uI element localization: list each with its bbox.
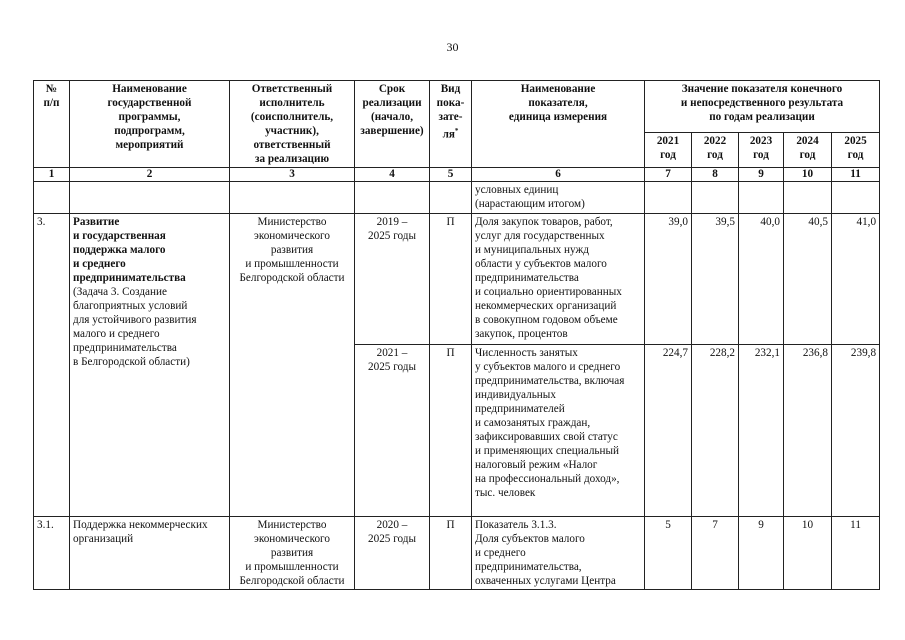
header-term: Срок реализации (начало, завершение) xyxy=(355,81,430,168)
row-3-1-number: 3.1. xyxy=(34,517,70,590)
empty-cell xyxy=(832,182,880,214)
row-3-term-1: 2019 – 2025 годы xyxy=(355,214,430,345)
header-year-2023: 2023 год xyxy=(739,132,784,168)
header-executor: Ответственный исполнитель (соисполнитель, участник), ответственный за реализацию xyxy=(230,81,355,168)
empty-cell xyxy=(784,182,832,214)
row-3-indicator-1-2023: 40,0 xyxy=(739,214,784,345)
empty-cell xyxy=(355,182,430,214)
col-number: 11 xyxy=(832,168,880,182)
row-3-indicator-2-2025: 239,8 xyxy=(832,345,880,517)
col-number: 6 xyxy=(472,168,645,182)
continuation-indicator: условных единиц (нарастающим итогом) xyxy=(472,182,645,214)
col-number: 8 xyxy=(692,168,739,182)
empty-cell xyxy=(430,182,472,214)
row-3-indicator-2-2023: 232,1 xyxy=(739,345,784,517)
col-number: 10 xyxy=(784,168,832,182)
col-number: 9 xyxy=(739,168,784,182)
row-3-indicator-2-2024: 236,8 xyxy=(784,345,832,517)
row-3-term-2: 2021 – 2025 годы xyxy=(355,345,430,517)
row-3-type-1: П xyxy=(430,214,472,345)
header-indicator-name: Наименование показателя, единица измерения xyxy=(472,81,645,168)
col-number: 4 xyxy=(355,168,430,182)
row-3-indicator-1 xyxy=(34,214,880,345)
row-3-1-indicator-name: Показатель 3.1.3. Доля субъектов малого и среднего предпринимательства, охваченных услугами Центра xyxy=(472,517,645,590)
row-3-type-2: П xyxy=(430,345,472,517)
row-3-1-term: 2020 – 2025 годы xyxy=(355,517,430,590)
col-number: 1 xyxy=(34,168,70,182)
row-3-number: 3. xyxy=(34,214,70,517)
header-indicator-type xyxy=(430,81,472,168)
header-values-group: Значение показателя конечного и непосредственного результата по годам реализации xyxy=(645,81,880,133)
row-3-1-type: П xyxy=(430,517,472,590)
row-3-indicator-1-2025: 41,0 xyxy=(832,214,880,345)
row-3-executor: Министерство экономического развития и промышленности Белгородской области xyxy=(230,214,355,517)
row-3-1-value-2025: 11 xyxy=(832,517,880,590)
col-number: 5 xyxy=(430,168,472,182)
empty-cell xyxy=(230,182,355,214)
header-year-2021: 2021 год xyxy=(645,132,692,168)
col-number: 2 xyxy=(70,168,230,182)
empty-cell xyxy=(692,182,739,214)
row-3-name-bold: Развитие и государственная поддержка малого и среднего предпринимательства xyxy=(73,216,186,284)
row-3-indicator-2-2021: 224,7 xyxy=(645,345,692,517)
empty-cell xyxy=(739,182,784,214)
row-3-1-executor: Министерство экономического развития и промышленности Белгородской области xyxy=(230,517,355,590)
row-3-indicator-1-2021: 39,0 xyxy=(645,214,692,345)
row-3-1 xyxy=(34,517,880,590)
header-row xyxy=(34,81,880,133)
header-year-2024: 2024 год xyxy=(784,132,832,168)
header-year-2022: 2022 год xyxy=(692,132,739,168)
header-year-2025: 2025 год xyxy=(832,132,880,168)
row-3-1-value-2024: 10 xyxy=(784,517,832,590)
header-indicator-type-text: Вид пока- зате- ля xyxy=(436,83,465,141)
row-3-name-task: (Задача 3. Создание благоприятных условий для устойчивого развития малого и среднего предпринимательства в Белгородской области) xyxy=(73,286,197,368)
col-number: 3 xyxy=(230,168,355,182)
col-number: 7 xyxy=(645,168,692,182)
header-num: № п/п xyxy=(34,81,70,168)
empty-cell xyxy=(70,182,230,214)
row-3-name xyxy=(70,214,230,517)
row-3-1-value-2021: 5 xyxy=(645,517,692,590)
empty-cell xyxy=(34,182,70,214)
empty-cell xyxy=(645,182,692,214)
header-program-name: Наименование государственной программы, подпрограмм, мероприятий xyxy=(70,81,230,168)
column-numbers-row xyxy=(34,168,880,182)
row-3-1-name: Поддержка некоммерческих организаций xyxy=(70,517,230,590)
row-3-indicator-2-name: Численность занятых у субъектов малого и среднего предпринимательства, включая индивидуальных предпринимателей и самозанятых граждан, зафиксировавших свой статус и применяющих специальный налоговый режим «Налог на профессиональный доход», тыс. человек xyxy=(472,345,645,517)
continuation-row xyxy=(34,182,880,214)
row-3-indicator-1-name: Доля закупок товаров, работ, услуг для государственных и муниципальных нужд области у субъектов малого предпринимательства и социально ориентированных некоммерческих организаций в совокупном годовом объеме закупок, процентов xyxy=(472,214,645,345)
row-3-1-value-2022: 7 xyxy=(692,517,739,590)
row-3-indicator-2-2022: 228,2 xyxy=(692,345,739,517)
row-3-indicator-1-2024: 40,5 xyxy=(784,214,832,345)
header-footnote-star: * xyxy=(454,127,459,135)
row-3-indicator-1-2022: 39,5 xyxy=(692,214,739,345)
row-3-1-value-2023: 9 xyxy=(739,517,784,590)
indicators-table xyxy=(33,80,880,590)
page-number: 30 xyxy=(446,40,459,54)
